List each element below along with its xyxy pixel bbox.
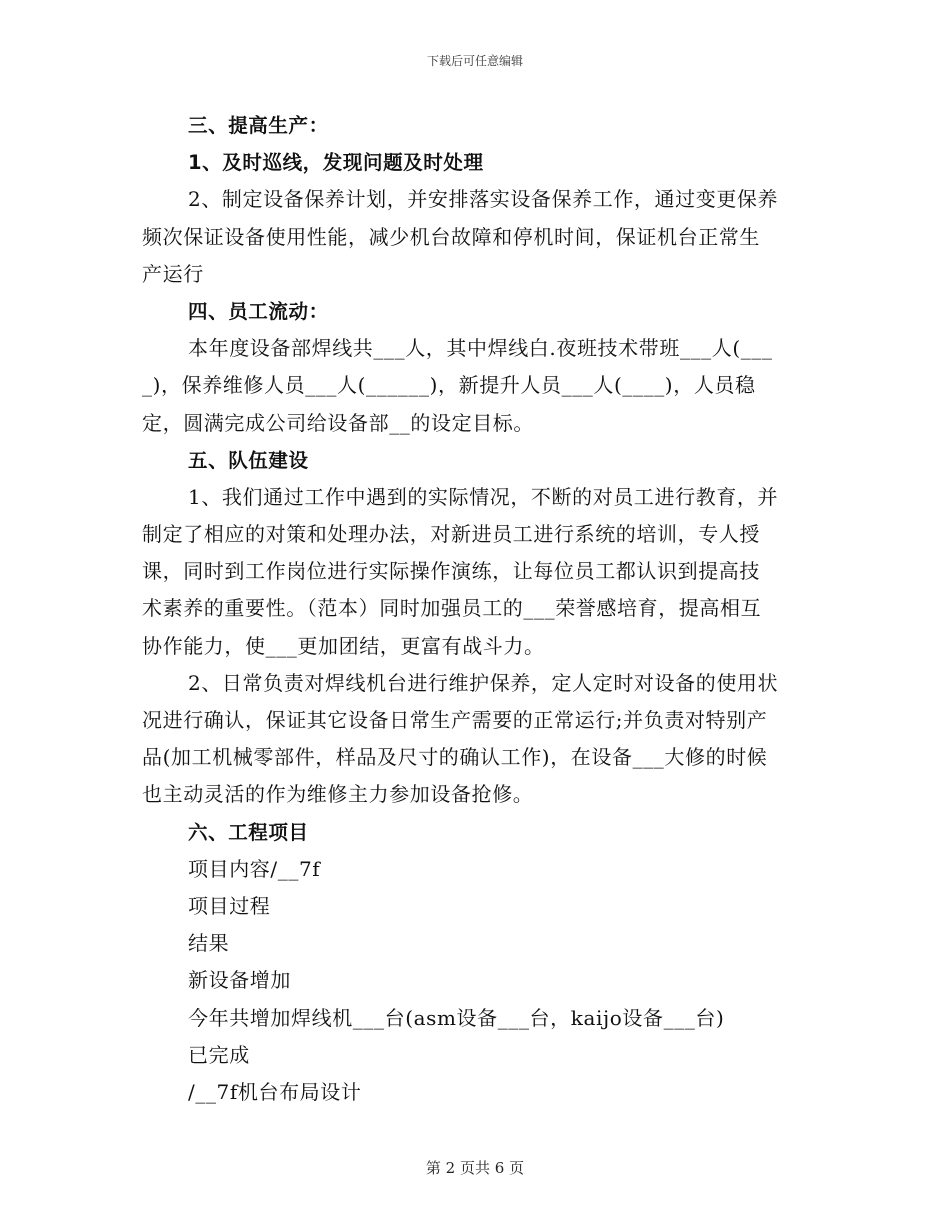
paragraph-line: 术素养的重要性。（范本）同时加强员工的___荣誉感培育，提高相互 [142, 596, 762, 621]
list-item: 结果 [188, 931, 230, 956]
list-item: 新设备增加 [188, 968, 291, 993]
paragraph-line: 本年度设备部焊线共___人，其中焊线白.夜班技术带班___人(___ [188, 336, 773, 361]
paragraph-line: 定，圆满完成公司给设备部__的设定目标。 [142, 410, 534, 435]
paragraph-line: 2、制定设备保养计划，并安排落实设备保养工作，通过变更保养 [188, 187, 779, 212]
paragraph-line: 2、日常负责对焊线机台进行维护保养，定人定时对设备的使用状 [188, 670, 779, 695]
section-heading-5: 五、队伍建设 [188, 448, 309, 472]
section-heading-4: 四、员工流动： [188, 299, 329, 323]
paragraph-line: 品(加工机械零部件，样品及尺寸的确认工作)，在设备___大修的时候 [142, 745, 768, 770]
paragraph-line: 协作能力，使___更加团结，更富有战斗力。 [142, 633, 545, 658]
subsection-heading-3-1: 1、及时巡线，发现问题及时处理 [188, 151, 484, 175]
paragraph-line: 产运行 [142, 261, 204, 286]
paragraph-line: 制定了相应的对策和处理办法，对新进员工进行系统的培训，专人授 [142, 522, 760, 547]
document-body [142, 107, 810, 1111]
list-item: /__7f机台布局设计 [188, 1079, 362, 1104]
list-item: 今年共增加焊线机___台(asm设备___台，kaijo设备___台) [188, 1005, 725, 1030]
section-heading-3: 三、提高生产： [188, 114, 329, 137]
paragraph-line: 况进行确认，保证其它设备日常生产需要的正常运行;并负责对特别产 [142, 708, 768, 732]
list-item: 已完成 [188, 1042, 250, 1067]
list-item: 项目内容/__7f [188, 856, 321, 881]
list-item: 项目过程 [188, 893, 271, 918]
section-heading-6: 六、工程项目 [188, 820, 309, 844]
page-footer: 第 2 页共 6 页 [425, 1159, 525, 1177]
paragraph-line: 也主动灵活的作为维修主力参加设备抢修。 [142, 782, 534, 807]
paragraph-line: 1、我们通过工作中遇到的实际情况，不断的对员工进行教育，并 [188, 484, 779, 509]
paragraph-line: _)，保养维修人员___人(______)，新提升人员___人(____)，人员稳 [142, 373, 756, 398]
paragraph-line: 频次保证设备使用性能，减少机台故障和停机时间，保证机台正常生 [142, 224, 760, 249]
paragraph-line: 课，同时到工作岗位进行实际操作演练，让每位员工都认识到提高技 [142, 559, 760, 584]
page-header: 下载后可任意编辑 [426, 54, 523, 68]
